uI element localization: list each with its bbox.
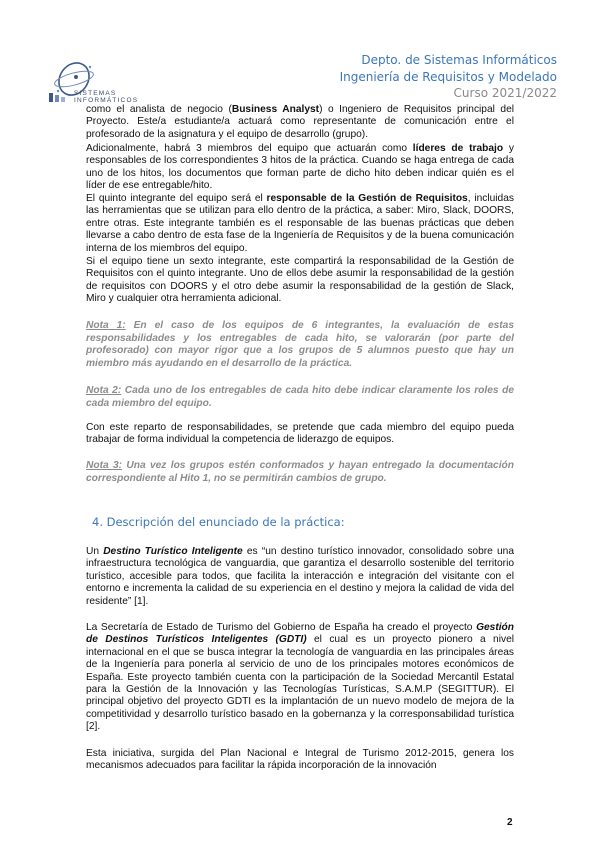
paragraph-business-analyst: como el analista de negocio (Business Analyst) o Ingeniero de Requisitos principal del Proyecto. Este/a estudiante/a actuará como representante de comunicación entre el profesorado de la asignatura y el equipo de desarrollo (grupo). — [86, 104, 514, 140]
header-course: Ingeniería de Requisitos y Modelado — [339, 70, 557, 84]
header-year: Curso 2021/2022 — [453, 86, 557, 100]
paragraph-requirements-manager: El quinto integrante del equipo será el responsable de la Gestión de Requisitos, incluidas las herramientas que se utilizan para ello dentro de la práctica, a saber: Miro, Slack, DOORS, entre otras. Este integrante también es el responsable de las buenas prácticas que deben llevarse a cabo dentro de esta fase de la Ingeniería de Requisitos y de la buena comunicación interna de los miembros del equipo. — [86, 193, 514, 254]
section-heading: 4. Descripción del enunciado de la práctica: — [92, 515, 345, 529]
paragraph-responsibilities: Con este reparto de responsabilidades, se pretende que cada miembro del equipo pueda trabajar de forma individual la competencia de liderazgo de equipos. — [86, 422, 514, 446]
paragraph-smart-destination: Un Destino Turístico Inteligente es “un destino turístico innovador, consolidado sobre una infraestructura tecnológica de vanguardia, que garantiza el desarrollo sostenible del territorio turístico, accesible para todos, que facilita la interacción e integración del visitante con el entorno e incrementa la calidad de su experiencia en el destino y mejora la calidad de vida del residente” [1]. — [86, 546, 514, 607]
note-3: Nota 3: Una vez los grupos estén conformados y hayan entregado la documentación correspondiente al Hito 1, no se permitirán cambios de grupo. — [86, 460, 514, 484]
header-department: Depto. de Sistemas Informáticos — [361, 53, 557, 67]
paragraph-work-leaders: Adicionalmente, habrá 3 miembros del equipo que actuarán como líderes de trabajo y responsables de los correspondientes 3 hitos de la práctica. Cuando se haga entrega de cada uno de los hitos, los documentos que forman parte de dicho hito deben indicar quién es el líder de ese entregable/hito. — [86, 143, 514, 192]
note-1: Nota 1: En el caso de los equipos de 6 integrantes, la evaluación de estas responsabilidades y los entregables de cada hito, se valorarán (por parte del profesorado) con mayor rigor que a los grupos de 5 alumnos puesto que hay un miembro más ayudando en el desarrollo de la práctica. — [86, 320, 515, 369]
paragraph-gdti-project: La Secretaría de Estado de Turismo del Gobierno de España ha creado el proyecto Gestión de Destinos Turísticos Inteligentes (GDTI) el cual es un proyecto pionero a nivel internacional en el que se busca integrar la tecnología de vanguardia en las principales áreas de la Ingeniería para ponerla al servicio de uno de los principales motores económicos de España. Este proyecto también cuenta con la participación de la Sociedad Mercantil Estatal para la Gestión de la Innovación y las Tecnologías Turísticas, S.A.M.P (SEGITTUR). El principal objetivo del proyecto GDTI es la implantación de un nuevo modelo de mejora de la competitividad y desarrollo turístico basado en la gobernanza y la corresponsabilidad turística [2]. — [86, 622, 515, 733]
note-2: Nota 2: Cada uno de los entregables de cada hito debe indicar claramente los roles de cada miembro del equipo. — [86, 385, 514, 409]
paragraph-initiative: Esta iniciativa, surgida del Plan Nacional e Integral de Turismo 2012-2015, genera los mecanismos adecuados para facilitar la rápida incorporación de la innovación — [86, 748, 514, 772]
paragraph-sixth-member: Si el equipo tiene un sexto integrante, este compartirá la responsabilidad de la Gestión de Requisitos con el quinto integrante. Uno de ellos debe asumir la responsabilidad de la gestión de requisitos con DOORS y el otro debe asumir la responsabilidad de la gestión de Slack, Miro y cualquier otra herramienta adicional. — [86, 256, 514, 305]
page-number: 2 — [507, 817, 513, 828]
logo-text: SISTEMAS INFORMÁTICOS — [74, 90, 139, 104]
